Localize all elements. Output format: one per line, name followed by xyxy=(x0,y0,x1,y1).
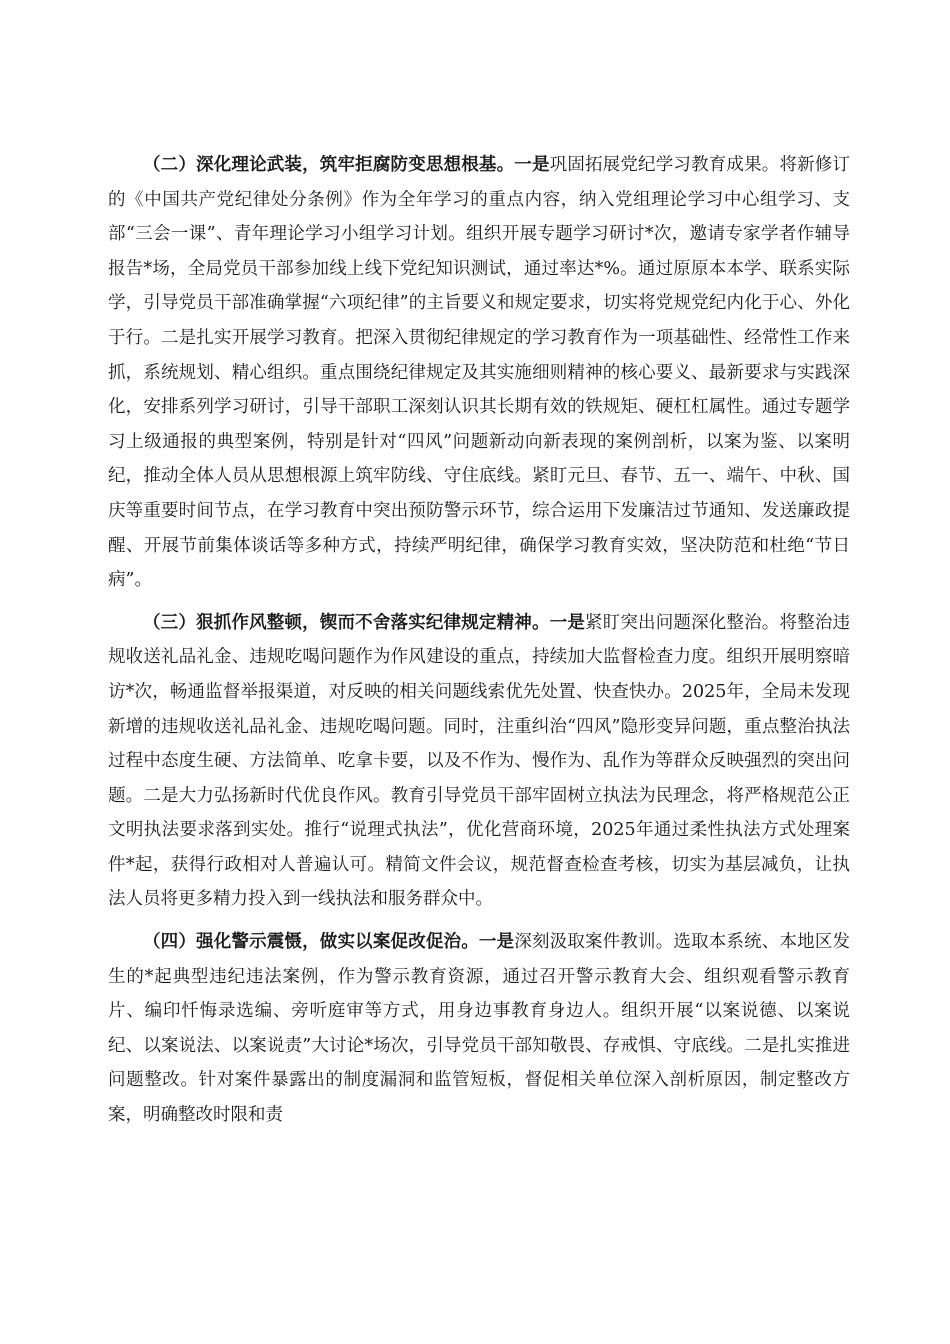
section-four-lead: 一是 xyxy=(478,932,515,953)
section-two-lead: 一是 xyxy=(514,155,550,175)
section-four-heading: （四）强化警示震慑，做实以案促改促治。 xyxy=(143,932,479,953)
section-two-paragraph xyxy=(108,148,850,598)
section-two-heading: （二）深化理论武装，筑牢拒腐防变思想根基。 xyxy=(143,155,515,175)
section-three-paragraph xyxy=(108,606,850,917)
section-four-paragraph xyxy=(108,925,850,1133)
document-body xyxy=(108,148,850,1141)
section-three-body: 紧盯突出问题深化整治。将整治违规收送礼品礼金、违规吃喝问题作为作风建设的重点，持续加大监督检查力度。组织开展明察暗访*次，畅通监督举报渠道，对反映的相关问题线索优先处置、快查快办。2025年，全局未发现新增的违规收送礼品礼金、违规吃喝问题。同时，注重纠治“四风”隐形变异问题，重点整治执法过程中态度生硬、方法简单、吃拿卡要，以及不作为、慢作为、乱作为等群众反映强烈的突出问题。二是大力弘扬新时代优良作风。教育引导党员干部牢固树立执法为民理念，将严格规范公正文明执法要求落到实处。推行“说理式执法”，优化营商环境，2025年通过柔性执法方式处理案件*起，获得行政相对人普遍认可。精简文件会议，规范督查检查考核，切实为基层减负，让执法人员将更多精力投入到一线执法和服务群众中。 xyxy=(108,612,851,910)
section-three-heading: （三）狠抓作风整顿，锲而不舍落实纪律规定精神。 xyxy=(143,612,550,633)
section-two-body: 巩固拓展党纪学习教育成果。将新修订的《中国共产党纪律处分条例》作为全年学习的重点内容，纳入党组理论学习中心组学习、支部“三会一课”、青年理论学习小组学习计划。组织开展专题学习研讨*次，邀请专家学者作辅导报告*场，全局党员干部参加线上线下党纪知识测试，通过率达*%。通过原原本本学、联系实际学，引导党员干部准确掌握“六项纪律”的主旨要义和规定要求，切实将党规党纪内化于心、外化于行。二是扎实开展学习教育。把深入贯彻纪律规定的学习教育作为一项基础性、经常性工作来抓，系统规划、精心组织。重点围绕纪律规定及其实施细则精神的核心要义、最新要求与实践深化，安排系列学习研讨，引导干部职工深刻认识其长期有效的铁规矩、硬杠杠属性。通过专题学习上级通报的典型案例，特别是针对“四风”问题新动向新表现的案例剖析，以案为鉴、以案明纪，推动全体人员从思想根源上筑牢防线、守住底线。紧盯元旦、春节、五一、端午、中秋、国庆等重要时间节点，在学习教育中突出预防警示环节，综合运用下发廉洁过节通知、发送廉政提醒、开展节前集体谈话等多种方式，持续严明纪律，确保学习教育实效，坚决防范和杜绝“节日病”。 xyxy=(108,155,851,591)
section-four-body: 深刻汲取案件教训。选取本系统、本地区发生的*起典型违纪违法案例，作为警示教育资源，通过召开警示教育大会、组织观看警示教育片、编印忏悔录选编、旁听庭审等方式，用身边事教育身边人。组织开展“以案说德、以案说纪、以案说法、以案说责”大讨论*场次，引导党员干部知敬畏、存戒惧、守底线。二是扎实推进问题整改。针对案件暴露出的制度漏洞和监管短板，督促相关单位深入剖析原因，制定整改方案，明确整改时限和责 xyxy=(108,932,851,1126)
section-three-lead: 一是 xyxy=(549,612,585,633)
